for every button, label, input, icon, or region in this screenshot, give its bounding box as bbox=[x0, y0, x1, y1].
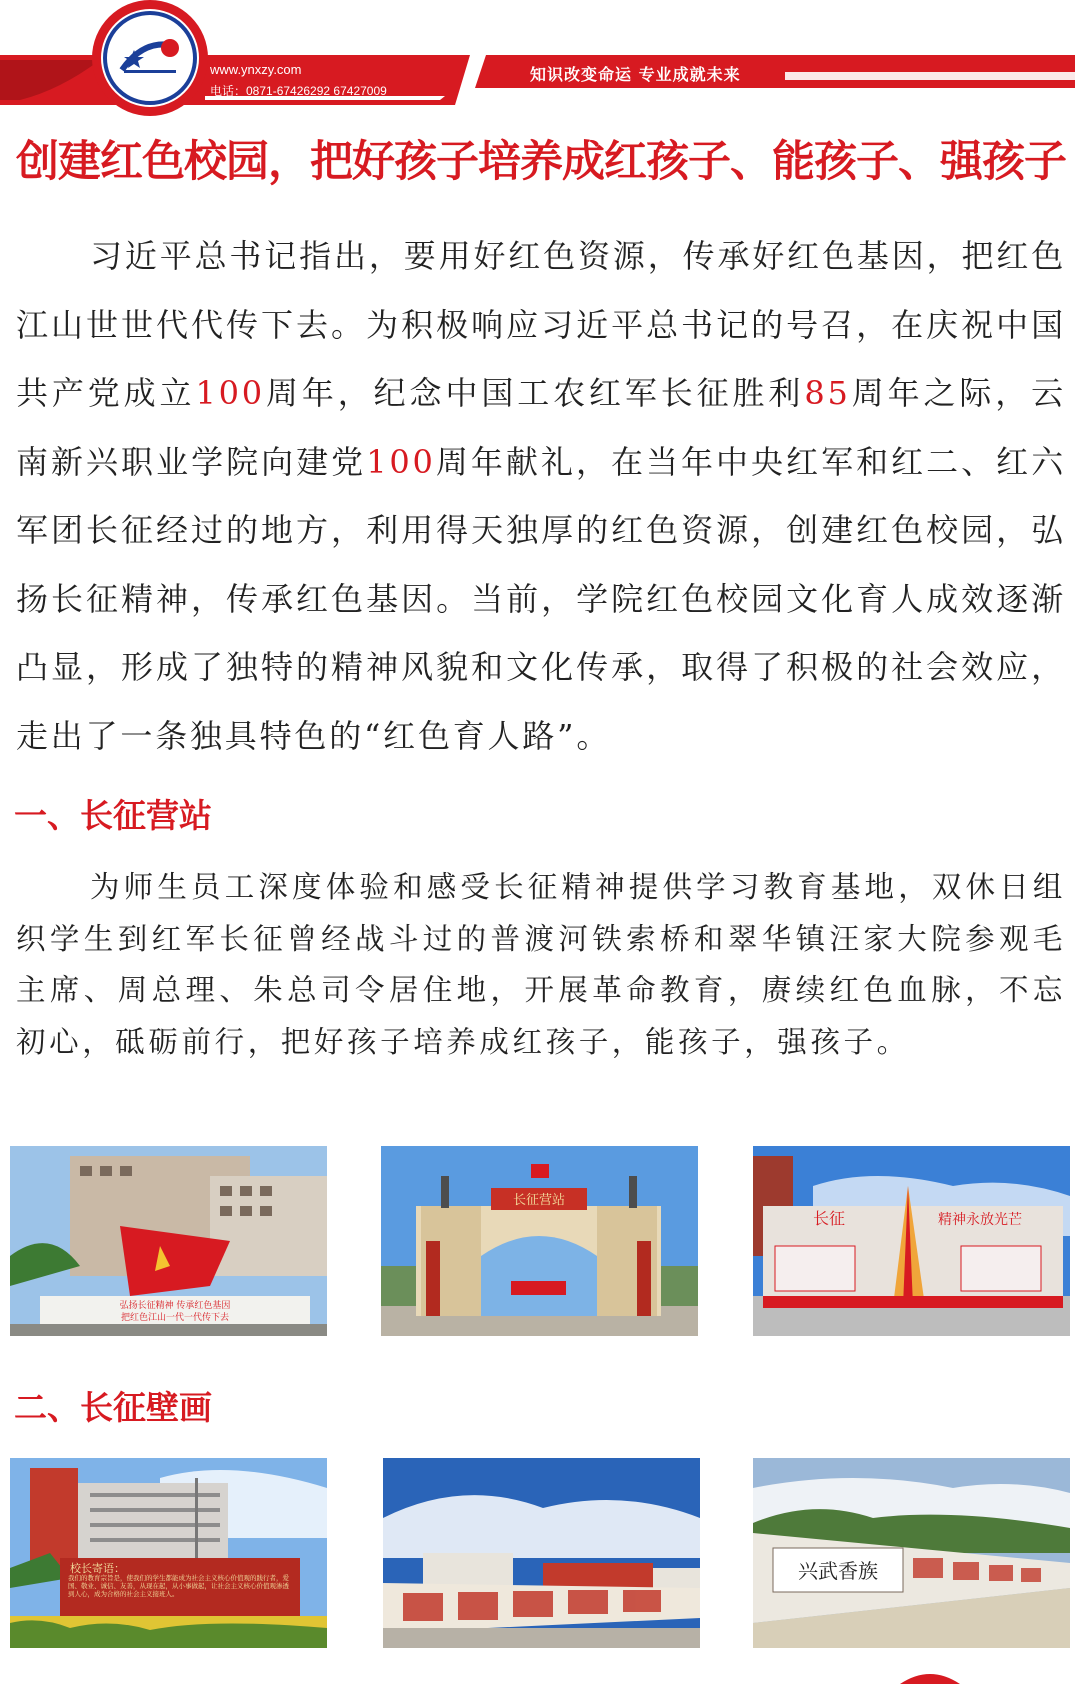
highlight-number-100-b: 100 bbox=[366, 442, 436, 481]
photo-ethnic-mural-wall[interactable] bbox=[753, 1458, 1070, 1648]
photo-slogan-2: 把红色江山一代一代传下去 bbox=[120, 1313, 230, 1323]
intro-paragraph bbox=[16, 222, 1066, 770]
intro-text-4: 周年献礼，在当年中央红军和红二、红六军团长征经过的地方，利用得天独厚的红色资源，创建红色校园，弘扬长征精神，传承红色基因。当前，学院红色校园文化育人成效逐渐凸显，形成了独特的精神风貌和文化传承，取得了积极的社会效应，走出了一条独具特色的“红色育人路”。 bbox=[16, 442, 1066, 755]
photo-gate-sign: 长征营站 bbox=[512, 1193, 566, 1208]
photo-campus-flag-sculpture[interactable] bbox=[10, 1146, 327, 1336]
photo-row-1 bbox=[10, 1146, 1070, 1338]
header-slogan: 知识改变命运 专业成就未来 bbox=[530, 65, 741, 84]
intro-text-1: 习近平总书记指出，要用好红色资源，传承好红色基因，把红色江山世世代代传下去。为积极响应习近平总书记的号召，在庆祝中国共产党成立 bbox=[16, 237, 1066, 412]
section-body-long-march-station: 为师生员工深度体验和感受长征精神提供学习教育基地，双休日组织学生到红军长征曾经战斗过的普渡河铁索桥和翠华镇汪家大院参观毛主席、周总理、朱总司令居住地，开展革命教育，赓续红色血脉，不忘初心，砥砺前行，把好孩子培养成红孩子，能孩子，强孩子。 bbox=[16, 870, 1066, 1059]
section-heading-long-march-murals: 二、长征壁画 bbox=[14, 1388, 212, 1427]
photo-long-march-gate[interactable] bbox=[381, 1146, 698, 1336]
photo-mural-left-text: 我们的教育宗旨是，使我们的学生都能成为社会主义核心价值观的践行者，爱国、敬业、诚信、友善，从现在起，从小事做起，让社会主义核心价值观渗透到人心，成为合格的社会主义接班人。 bbox=[68, 1574, 289, 1598]
site-url[interactable]: www.ynxzy.com bbox=[210, 62, 302, 77]
photo-slogan-1: 弘扬长征精神 传承红色基因 bbox=[119, 1301, 231, 1311]
photo-mural-right-text: 兴武香族 bbox=[798, 1559, 878, 1583]
school-logo[interactable] bbox=[104, 10, 194, 100]
intro-text-3: 周年之际，云南新兴职业学院向建党 bbox=[16, 374, 1066, 481]
photo-mural-left-title: 校长寄语： bbox=[70, 1562, 125, 1575]
highlight-number-100: 100 bbox=[195, 374, 265, 412]
photo-wall-title-left: 长征 bbox=[813, 1209, 846, 1228]
photo-long-march-spirit-wall[interactable] bbox=[753, 1146, 1070, 1336]
photo-principal-message-wall[interactable] bbox=[10, 1458, 327, 1648]
photo-mural-wall-panorama[interactable] bbox=[383, 1458, 700, 1648]
header-banner bbox=[0, 0, 1080, 120]
section-heading-long-march-station: 一、长征营站 bbox=[14, 796, 212, 835]
site-phone: 电话：0871-67426292 67427009 bbox=[210, 84, 387, 98]
photo-wall-title-right: 精神永放光芒 bbox=[938, 1212, 1022, 1228]
photo-row-2 bbox=[10, 1458, 1070, 1650]
intro-text-2: 周年，纪念中国工农红军长征胜利 bbox=[264, 374, 805, 412]
highlight-number-85: 85 bbox=[804, 374, 851, 412]
page-title: 创建红色校园，把好孩子培养成红孩子、能孩子、强孩子 bbox=[16, 137, 1066, 187]
